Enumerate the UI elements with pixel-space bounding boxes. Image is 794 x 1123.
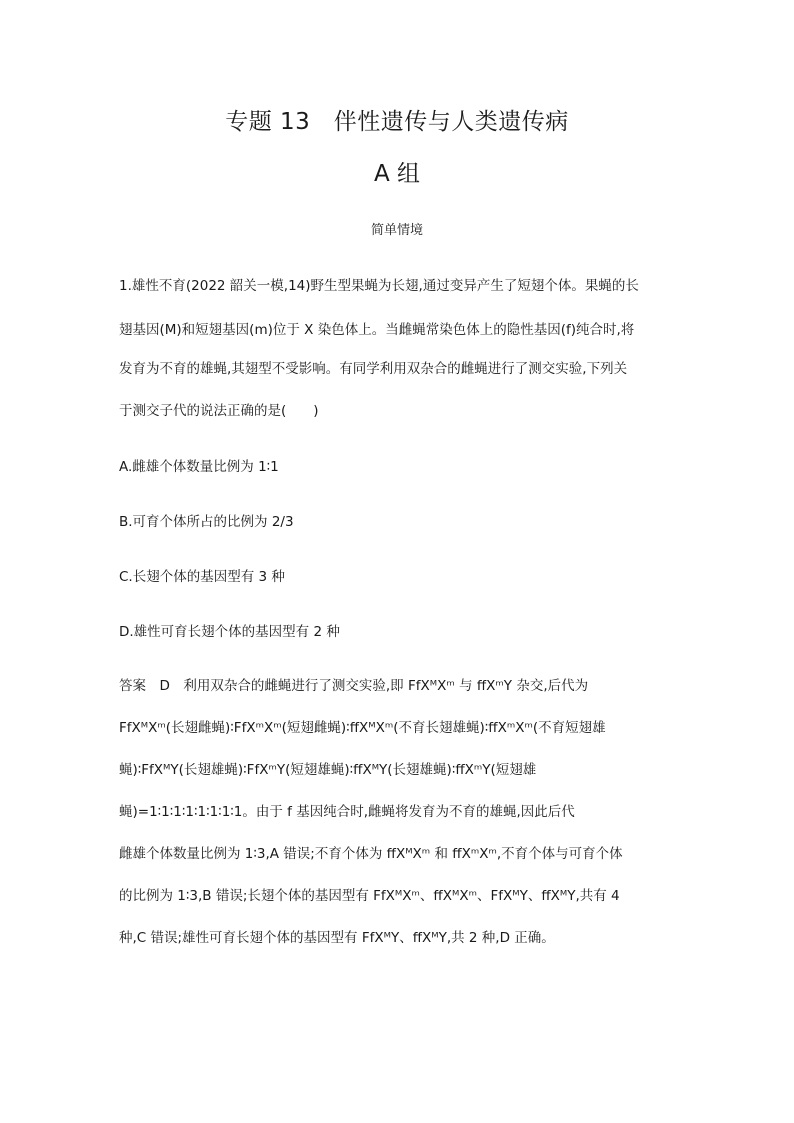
question-line: 1.雄性不育(2022 韶关一模,14)野生型果蝇为长翅,通过变异产生了短翅个体。果蝇的长 <box>119 278 639 294</box>
page-title: 专题 13 伴性遗传与人类遗传病 <box>225 109 569 135</box>
question-line: 于测交子代的说法正确的是( ) <box>119 403 319 419</box>
question-line: 发育为不育的雄蝇,其翅型不受影响。有同学利用双杂合的雌蝇进行了测交实验,下列关 <box>119 361 628 377</box>
answer-line: 的比例为 1∶3,B 错误;长翅个体的基因型有 FfXᴹXᵐ、ffXᴹXᵐ、FfXᴹY、ffXᴹY,共有 4 <box>119 888 620 904</box>
question-line: 翅基因(M)和短翅基因(m)位于 X 染色体上。当雌蝇常染色体上的隐性基因(f)纯合时,将 <box>119 322 635 338</box>
answer-line: 蝇)=1∶1∶1∶1∶1∶1∶1∶1。由于 f 基因纯合时,雌蝇将发育为不育的雄蝇,因此后代 <box>119 804 575 820</box>
option-a: A.雌雄个体数量比例为 1∶1 <box>119 459 279 475</box>
answer-line: 种,C 错误;雄性可育长翅个体的基因型有 FfXᴹY、ffXᴹY,共 2 种,D 正确。 <box>119 930 555 946</box>
group-heading: A 组 <box>373 161 421 187</box>
option-c: C.长翅个体的基因型有 3 种 <box>119 569 285 585</box>
option-d: D.雄性可育长翅个体的基因型有 2 种 <box>119 624 340 640</box>
answer-line: FfXᴹXᵐ(长翅雌蝇)∶FfXᵐXᵐ(短翅雌蝇)∶ffXᴹXᵐ(不育长翅雄蝇)∶ffXᵐXᵐ(不育短翅雄 <box>119 720 606 736</box>
option-b: B.可育个体所占的比例为 2/3 <box>119 514 294 530</box>
answer-line: 答案 D 利用双杂合的雌蝇进行了测交实验,即 FfXᴹXᵐ 与 ffXᵐY 杂交,后代为 <box>119 678 589 694</box>
answer-line: 蝇)∶FfXᴹY(长翅雄蝇)∶FfXᵐY(短翅雄蝇)∶ffXᴹY(长翅雄蝇)∶ffXᵐY(短翅雄 <box>119 762 537 778</box>
answer-line: 雌雄个体数量比例为 1∶3,A 错误;不育个体为 ffXᴹXᵐ 和 ffXᵐXᵐ,不育个体与可育个体 <box>119 846 623 862</box>
section-label: 简单情境 <box>370 223 423 238</box>
